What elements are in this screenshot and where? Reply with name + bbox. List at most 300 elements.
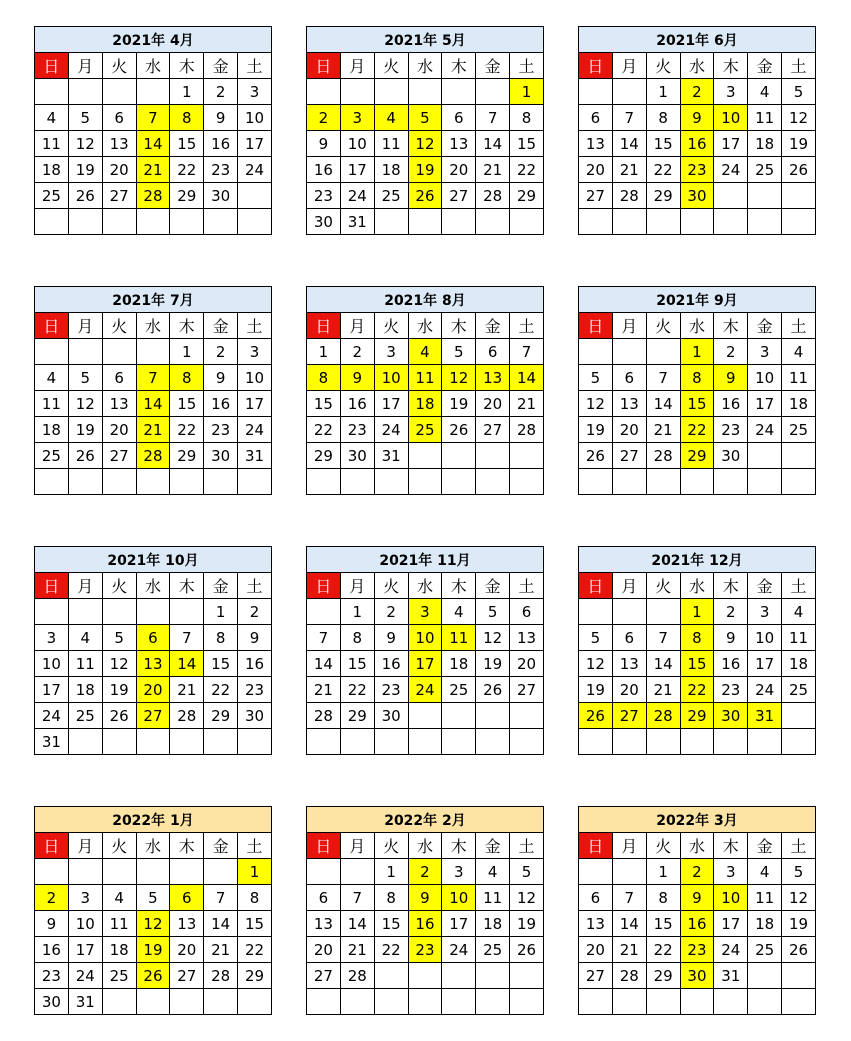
empty-cell xyxy=(612,599,646,625)
date-cell: 25 xyxy=(442,677,476,703)
date-cell: 16 xyxy=(238,651,272,677)
date-cell: 24 xyxy=(374,417,408,443)
weekday-header: 金 xyxy=(748,53,782,79)
date-cell: 14 xyxy=(612,131,646,157)
date-cell: 14 xyxy=(204,911,238,937)
date-cell: 30 xyxy=(238,703,272,729)
date-cell: 23 xyxy=(680,157,714,183)
date-cell: 29 xyxy=(204,703,238,729)
date-cell: 18 xyxy=(442,651,476,677)
date-cell: 2 xyxy=(408,859,442,885)
date-cell: 9 xyxy=(714,365,748,391)
month-title: 2021年 6月 xyxy=(579,27,816,53)
date-cell: 20 xyxy=(136,677,170,703)
date-cell: 7 xyxy=(612,105,646,131)
date-cell: 2 xyxy=(204,339,238,365)
weekday-header: 木 xyxy=(170,573,204,599)
empty-cell xyxy=(748,183,782,209)
date-cell: 24 xyxy=(35,703,69,729)
date-cell: 18 xyxy=(476,911,510,937)
weekday-header: 木 xyxy=(714,573,748,599)
weekday-header: 日 xyxy=(307,573,341,599)
date-cell: 12 xyxy=(782,105,816,131)
empty-cell xyxy=(476,79,510,105)
week-row xyxy=(35,625,272,651)
weekday-header: 火 xyxy=(374,833,408,859)
empty-cell xyxy=(307,729,341,755)
weekday-header: 火 xyxy=(102,53,136,79)
week-row xyxy=(35,677,272,703)
week-row xyxy=(307,183,544,209)
weekday-header: 月 xyxy=(612,833,646,859)
date-cell: 16 xyxy=(374,651,408,677)
date-cell: 4 xyxy=(748,859,782,885)
date-cell: 2 xyxy=(680,79,714,105)
date-cell: 22 xyxy=(307,417,341,443)
date-cell: 3 xyxy=(238,79,272,105)
date-cell: 14 xyxy=(307,651,341,677)
empty-cell xyxy=(102,79,136,105)
week-row xyxy=(579,417,816,443)
week-row xyxy=(35,911,272,937)
date-cell: 25 xyxy=(782,417,816,443)
date-cell: 8 xyxy=(646,105,680,131)
date-cell: 22 xyxy=(170,157,204,183)
date-cell: 29 xyxy=(510,183,544,209)
weekday-header: 日 xyxy=(35,313,69,339)
date-cell: 10 xyxy=(238,365,272,391)
date-cell: 5 xyxy=(102,625,136,651)
week-row xyxy=(35,417,272,443)
empty-cell xyxy=(510,443,544,469)
date-cell: 26 xyxy=(442,417,476,443)
empty-cell xyxy=(68,339,102,365)
week-row xyxy=(307,963,544,989)
weekday-header: 土 xyxy=(510,573,544,599)
week-row xyxy=(579,703,816,729)
week-row xyxy=(307,417,544,443)
date-cell: 21 xyxy=(136,417,170,443)
empty-cell xyxy=(136,79,170,105)
empty-cell xyxy=(612,989,646,1015)
date-cell: 4 xyxy=(442,599,476,625)
date-cell: 17 xyxy=(68,937,102,963)
date-cell: 6 xyxy=(612,625,646,651)
empty-cell xyxy=(646,339,680,365)
empty-cell xyxy=(782,209,816,235)
date-cell: 6 xyxy=(102,365,136,391)
date-cell: 22 xyxy=(170,417,204,443)
empty-cell xyxy=(408,729,442,755)
date-cell: 21 xyxy=(612,937,646,963)
empty-cell xyxy=(510,963,544,989)
empty-cell xyxy=(102,989,136,1015)
date-cell: 20 xyxy=(579,157,613,183)
date-cell: 4 xyxy=(476,859,510,885)
date-cell: 18 xyxy=(782,651,816,677)
date-cell: 4 xyxy=(408,339,442,365)
empty-cell xyxy=(102,469,136,495)
weekday-header: 木 xyxy=(170,313,204,339)
date-cell: 25 xyxy=(35,183,69,209)
date-cell: 28 xyxy=(307,703,341,729)
empty-cell xyxy=(340,469,374,495)
month-table xyxy=(306,806,544,1015)
date-cell: 13 xyxy=(612,391,646,417)
week-row xyxy=(35,339,272,365)
weekday-header: 土 xyxy=(510,833,544,859)
date-cell: 26 xyxy=(408,183,442,209)
empty-cell xyxy=(442,79,476,105)
empty-cell xyxy=(374,989,408,1015)
week-row xyxy=(35,859,272,885)
week-row xyxy=(307,391,544,417)
date-cell: 19 xyxy=(442,391,476,417)
date-cell: 31 xyxy=(374,443,408,469)
month-title: 2021年 7月 xyxy=(35,287,272,313)
date-cell: 10 xyxy=(442,885,476,911)
empty-cell xyxy=(510,729,544,755)
date-cell: 25 xyxy=(35,443,69,469)
month-title: 2021年 11月 xyxy=(307,547,544,573)
empty-cell xyxy=(476,963,510,989)
empty-cell xyxy=(136,469,170,495)
empty-cell xyxy=(35,859,69,885)
week-row xyxy=(579,651,816,677)
date-cell: 27 xyxy=(476,417,510,443)
week-row xyxy=(579,391,816,417)
date-cell: 6 xyxy=(579,885,613,911)
empty-cell xyxy=(170,599,204,625)
date-cell: 12 xyxy=(476,625,510,651)
date-cell: 15 xyxy=(238,911,272,937)
date-cell: 25 xyxy=(408,417,442,443)
date-cell: 1 xyxy=(646,79,680,105)
date-cell: 17 xyxy=(714,911,748,937)
empty-cell xyxy=(579,859,613,885)
date-cell: 13 xyxy=(442,131,476,157)
date-cell: 21 xyxy=(646,417,680,443)
empty-cell xyxy=(374,963,408,989)
date-cell: 8 xyxy=(680,365,714,391)
date-cell: 15 xyxy=(307,391,341,417)
date-cell: 16 xyxy=(204,131,238,157)
week-row xyxy=(579,677,816,703)
weekday-header: 日 xyxy=(35,833,69,859)
date-cell: 30 xyxy=(204,183,238,209)
date-cell: 14 xyxy=(340,911,374,937)
date-cell: 13 xyxy=(307,911,341,937)
empty-cell xyxy=(68,79,102,105)
date-cell: 14 xyxy=(170,651,204,677)
date-cell: 10 xyxy=(748,625,782,651)
empty-cell xyxy=(579,339,613,365)
weekday-header: 月 xyxy=(612,313,646,339)
date-cell: 15 xyxy=(170,131,204,157)
empty-cell xyxy=(170,989,204,1015)
empty-cell xyxy=(307,989,341,1015)
date-cell: 20 xyxy=(612,417,646,443)
date-cell: 26 xyxy=(136,963,170,989)
week-row xyxy=(307,365,544,391)
month-table xyxy=(34,546,272,755)
date-cell: 17 xyxy=(408,651,442,677)
date-cell: 11 xyxy=(408,365,442,391)
weekday-header: 土 xyxy=(238,313,272,339)
empty-cell xyxy=(204,209,238,235)
empty-cell xyxy=(68,599,102,625)
date-cell: 30 xyxy=(340,443,374,469)
date-cell: 28 xyxy=(136,183,170,209)
date-cell: 4 xyxy=(374,105,408,131)
date-cell: 11 xyxy=(442,625,476,651)
date-cell: 1 xyxy=(307,339,341,365)
date-cell: 10 xyxy=(714,885,748,911)
date-cell: 16 xyxy=(680,131,714,157)
week-row xyxy=(579,989,816,1015)
date-cell: 27 xyxy=(612,703,646,729)
date-cell: 9 xyxy=(408,885,442,911)
date-cell: 8 xyxy=(170,365,204,391)
weekday-header: 水 xyxy=(680,573,714,599)
date-cell: 12 xyxy=(68,391,102,417)
week-row xyxy=(307,443,544,469)
weekday-header: 水 xyxy=(136,573,170,599)
empty-cell xyxy=(579,729,613,755)
date-cell: 31 xyxy=(340,209,374,235)
date-cell: 29 xyxy=(238,963,272,989)
empty-cell xyxy=(714,183,748,209)
month-table xyxy=(578,546,816,755)
empty-cell xyxy=(204,859,238,885)
date-cell: 15 xyxy=(646,911,680,937)
date-cell: 19 xyxy=(68,417,102,443)
empty-cell xyxy=(238,209,272,235)
empty-cell xyxy=(408,443,442,469)
date-cell: 30 xyxy=(680,963,714,989)
weekday-header: 日 xyxy=(579,53,613,79)
date-cell: 24 xyxy=(442,937,476,963)
date-cell: 2 xyxy=(238,599,272,625)
date-cell: 24 xyxy=(714,157,748,183)
date-cell: 18 xyxy=(68,677,102,703)
date-cell: 22 xyxy=(238,937,272,963)
empty-cell xyxy=(374,79,408,105)
date-cell: 15 xyxy=(680,651,714,677)
empty-cell xyxy=(136,209,170,235)
month-table xyxy=(34,286,272,495)
empty-cell xyxy=(680,989,714,1015)
empty-cell xyxy=(170,469,204,495)
date-cell: 7 xyxy=(476,105,510,131)
weekday-header: 火 xyxy=(102,313,136,339)
date-cell: 16 xyxy=(204,391,238,417)
date-cell: 10 xyxy=(35,651,69,677)
empty-cell xyxy=(307,469,341,495)
weekday-header: 土 xyxy=(782,833,816,859)
empty-cell xyxy=(579,79,613,105)
date-cell: 15 xyxy=(510,131,544,157)
empty-cell xyxy=(238,989,272,1015)
date-cell: 29 xyxy=(646,963,680,989)
date-cell: 22 xyxy=(646,157,680,183)
date-cell: 11 xyxy=(374,131,408,157)
date-cell: 11 xyxy=(102,911,136,937)
empty-cell xyxy=(748,443,782,469)
date-cell: 16 xyxy=(408,911,442,937)
empty-cell xyxy=(646,599,680,625)
date-cell: 23 xyxy=(204,157,238,183)
date-cell: 17 xyxy=(35,677,69,703)
week-row xyxy=(307,911,544,937)
empty-cell xyxy=(476,209,510,235)
weekday-header: 土 xyxy=(782,53,816,79)
date-cell: 18 xyxy=(408,391,442,417)
weekday-header: 土 xyxy=(238,573,272,599)
empty-cell xyxy=(408,209,442,235)
date-cell: 19 xyxy=(782,911,816,937)
date-cell: 30 xyxy=(714,703,748,729)
weekday-header: 日 xyxy=(579,313,613,339)
week-row xyxy=(307,625,544,651)
month-calendar xyxy=(34,806,272,1015)
date-cell: 3 xyxy=(35,625,69,651)
date-cell: 1 xyxy=(340,599,374,625)
date-cell: 11 xyxy=(35,391,69,417)
date-cell: 24 xyxy=(408,677,442,703)
date-cell: 26 xyxy=(102,703,136,729)
empty-cell xyxy=(374,729,408,755)
week-row xyxy=(35,365,272,391)
date-cell: 23 xyxy=(35,963,69,989)
month-title: 2021年 5月 xyxy=(307,27,544,53)
week-row xyxy=(579,183,816,209)
date-cell: 2 xyxy=(204,79,238,105)
weekday-header: 日 xyxy=(35,53,69,79)
empty-cell xyxy=(204,469,238,495)
date-cell: 5 xyxy=(476,599,510,625)
date-cell: 2 xyxy=(35,885,69,911)
week-row xyxy=(307,599,544,625)
date-cell: 1 xyxy=(680,599,714,625)
weekday-header: 日 xyxy=(307,313,341,339)
weekday-header: 日 xyxy=(35,573,69,599)
date-cell: 17 xyxy=(374,391,408,417)
date-cell: 29 xyxy=(170,443,204,469)
weekday-header: 木 xyxy=(714,53,748,79)
date-cell: 22 xyxy=(680,677,714,703)
month-calendar xyxy=(578,546,816,755)
date-cell: 20 xyxy=(442,157,476,183)
weekday-header: 日 xyxy=(307,53,341,79)
weekday-header: 木 xyxy=(442,313,476,339)
date-cell: 19 xyxy=(782,131,816,157)
date-cell: 29 xyxy=(307,443,341,469)
date-cell: 14 xyxy=(136,131,170,157)
month-title: 2022年 1月 xyxy=(35,807,272,833)
date-cell: 11 xyxy=(68,651,102,677)
date-cell: 25 xyxy=(102,963,136,989)
date-cell: 11 xyxy=(35,131,69,157)
empty-cell xyxy=(340,989,374,1015)
week-row xyxy=(307,131,544,157)
week-row xyxy=(35,79,272,105)
empty-cell xyxy=(136,599,170,625)
empty-cell xyxy=(782,443,816,469)
date-cell: 15 xyxy=(680,391,714,417)
date-cell: 18 xyxy=(102,937,136,963)
week-row xyxy=(35,209,272,235)
month-title: 2021年 8月 xyxy=(307,287,544,313)
week-row xyxy=(579,105,816,131)
weekday-header: 土 xyxy=(782,313,816,339)
date-cell: 11 xyxy=(748,885,782,911)
empty-cell xyxy=(748,963,782,989)
date-cell: 7 xyxy=(646,365,680,391)
date-cell: 18 xyxy=(374,157,408,183)
date-cell: 3 xyxy=(748,599,782,625)
date-cell: 6 xyxy=(579,105,613,131)
date-cell: 12 xyxy=(68,131,102,157)
week-row xyxy=(35,183,272,209)
date-cell: 16 xyxy=(340,391,374,417)
date-cell: 24 xyxy=(748,417,782,443)
date-cell: 6 xyxy=(510,599,544,625)
date-cell: 13 xyxy=(476,365,510,391)
empty-cell xyxy=(782,703,816,729)
empty-cell xyxy=(612,339,646,365)
empty-cell xyxy=(408,963,442,989)
date-cell: 8 xyxy=(340,625,374,651)
empty-cell xyxy=(102,209,136,235)
date-cell: 3 xyxy=(340,105,374,131)
date-cell: 19 xyxy=(102,677,136,703)
empty-cell xyxy=(238,729,272,755)
date-cell: 9 xyxy=(238,625,272,651)
date-cell: 17 xyxy=(748,651,782,677)
empty-cell xyxy=(68,469,102,495)
empty-cell xyxy=(612,469,646,495)
weekday-header: 土 xyxy=(238,53,272,79)
date-cell: 24 xyxy=(238,157,272,183)
weekday-header: 金 xyxy=(748,573,782,599)
date-cell: 28 xyxy=(612,183,646,209)
empty-cell xyxy=(714,469,748,495)
month-title: 2022年 2月 xyxy=(307,807,544,833)
date-cell: 8 xyxy=(646,885,680,911)
empty-cell xyxy=(476,729,510,755)
empty-cell xyxy=(442,469,476,495)
weekday-header: 水 xyxy=(408,573,442,599)
month-calendar xyxy=(578,26,816,235)
empty-cell xyxy=(510,989,544,1015)
date-cell: 30 xyxy=(204,443,238,469)
week-row xyxy=(307,339,544,365)
empty-cell xyxy=(136,339,170,365)
month-table xyxy=(578,286,816,495)
empty-cell xyxy=(68,729,102,755)
date-cell: 28 xyxy=(204,963,238,989)
date-cell: 19 xyxy=(68,157,102,183)
month-table xyxy=(306,26,544,235)
date-cell: 25 xyxy=(476,937,510,963)
date-cell: 12 xyxy=(782,885,816,911)
empty-cell xyxy=(136,989,170,1015)
empty-cell xyxy=(748,989,782,1015)
date-cell: 20 xyxy=(510,651,544,677)
date-cell: 27 xyxy=(442,183,476,209)
weekday-header: 月 xyxy=(68,573,102,599)
